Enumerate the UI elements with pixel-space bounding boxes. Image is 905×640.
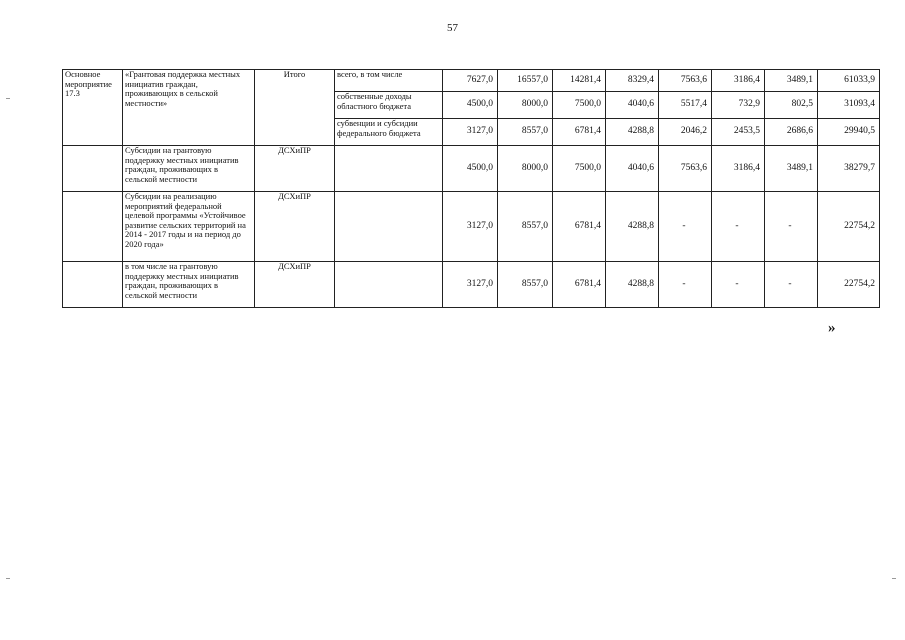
- funding-source: [335, 262, 443, 308]
- funding-source: [335, 146, 443, 192]
- value-cell: 5517,4: [659, 92, 712, 119]
- value-cell: 3489,1: [765, 146, 818, 192]
- value-cell: 7563,6: [659, 70, 712, 92]
- value-cell: 8000,0: [498, 146, 553, 192]
- empty-cell: [63, 146, 123, 192]
- value-cell: 7627,0: [443, 70, 498, 92]
- value-total-cell: 22754,2: [818, 192, 880, 262]
- value-cell: 14281,4: [553, 70, 606, 92]
- value-cell: 6781,4: [553, 262, 606, 308]
- value-cell: -: [765, 262, 818, 308]
- value-cell: 4288,8: [606, 262, 659, 308]
- value-cell: 3186,4: [712, 146, 765, 192]
- funding-source: собственные доходы областного бюджета: [335, 92, 443, 119]
- value-total-cell: 61033,9: [818, 70, 880, 92]
- value-total-cell: 38279,7: [818, 146, 880, 192]
- subitem-name: Субсидии на грантовую поддержку местных инициатив граждан, проживающих в сельской местности: [123, 146, 255, 192]
- value-cell: 16557,0: [498, 70, 553, 92]
- subitem-executor: ДСХиПР: [255, 146, 335, 192]
- value-cell: 7500,0: [553, 92, 606, 119]
- value-cell: 8557,0: [498, 119, 553, 146]
- value-cell: 3127,0: [443, 262, 498, 308]
- value-cell: 4040,6: [606, 146, 659, 192]
- scan-margin-mark: [6, 578, 10, 579]
- value-cell: 732,9: [712, 92, 765, 119]
- value-cell: 4288,8: [606, 119, 659, 146]
- value-cell: 6781,4: [553, 192, 606, 262]
- scan-margin-mark: [6, 98, 10, 99]
- empty-cell: [63, 262, 123, 308]
- value-cell: -: [712, 192, 765, 262]
- table-row-subsidy-grant: [63, 146, 880, 192]
- value-cell: 6781,4: [553, 119, 606, 146]
- item-executor: Итого: [255, 70, 335, 146]
- value-cell: 3489,1: [765, 70, 818, 92]
- value-cell: 2686,6: [765, 119, 818, 146]
- value-cell: 8557,0: [498, 192, 553, 262]
- value-cell: 7500,0: [553, 146, 606, 192]
- value-cell: 8557,0: [498, 262, 553, 308]
- value-cell: 4288,8: [606, 192, 659, 262]
- value-cell: 8329,4: [606, 70, 659, 92]
- value-cell: 2046,2: [659, 119, 712, 146]
- funding-source: [335, 192, 443, 262]
- value-cell: 802,5: [765, 92, 818, 119]
- value-cell: 2453,5: [712, 119, 765, 146]
- value-cell: -: [659, 192, 712, 262]
- subitem-name: в том числе на грантовую поддержку местных инициатив граждан, проживающих в сельской местности: [123, 262, 255, 308]
- closing-quote-mark: »: [828, 320, 836, 336]
- value-cell: -: [765, 192, 818, 262]
- item-code: Основное мероприятие 17.3: [63, 70, 123, 146]
- value-total-cell: 22754,2: [818, 262, 880, 308]
- table-row-total: [63, 70, 880, 92]
- table-row-subsidy-federal-program: [63, 192, 880, 262]
- value-cell: -: [712, 262, 765, 308]
- table-row-including-grant: [63, 262, 880, 308]
- value-cell: 3127,0: [443, 119, 498, 146]
- value-cell: 7563,6: [659, 146, 712, 192]
- value-cell: 4500,0: [443, 146, 498, 192]
- subitem-executor: ДСХиПР: [255, 192, 335, 262]
- value-cell: -: [659, 262, 712, 308]
- funding-source: всего, в том числе: [335, 70, 443, 92]
- subitem-name: Субсидии на реализацию мероприятий федеральной целевой программы «Устойчивое развитие сельских территорий на 2014 - 2017 годы и на период до 2020 года»: [123, 192, 255, 262]
- page-number: 57: [447, 22, 458, 34]
- value-cell: 3127,0: [443, 192, 498, 262]
- budget-table: [62, 69, 880, 308]
- value-cell: 4500,0: [443, 92, 498, 119]
- value-total-cell: 31093,4: [818, 92, 880, 119]
- item-name: «Грантовая поддержка местных инициатив граждан, проживающих в сельской местности»: [123, 70, 255, 146]
- empty-cell: [63, 192, 123, 262]
- value-cell: 8000,0: [498, 92, 553, 119]
- value-cell: 4040,6: [606, 92, 659, 119]
- subitem-executor: ДСХиПР: [255, 262, 335, 308]
- funding-source: субвенции и субсидии федерального бюджета: [335, 119, 443, 146]
- value-cell: 3186,4: [712, 70, 765, 92]
- value-total-cell: 29940,5: [818, 119, 880, 146]
- scan-margin-mark: [892, 578, 896, 579]
